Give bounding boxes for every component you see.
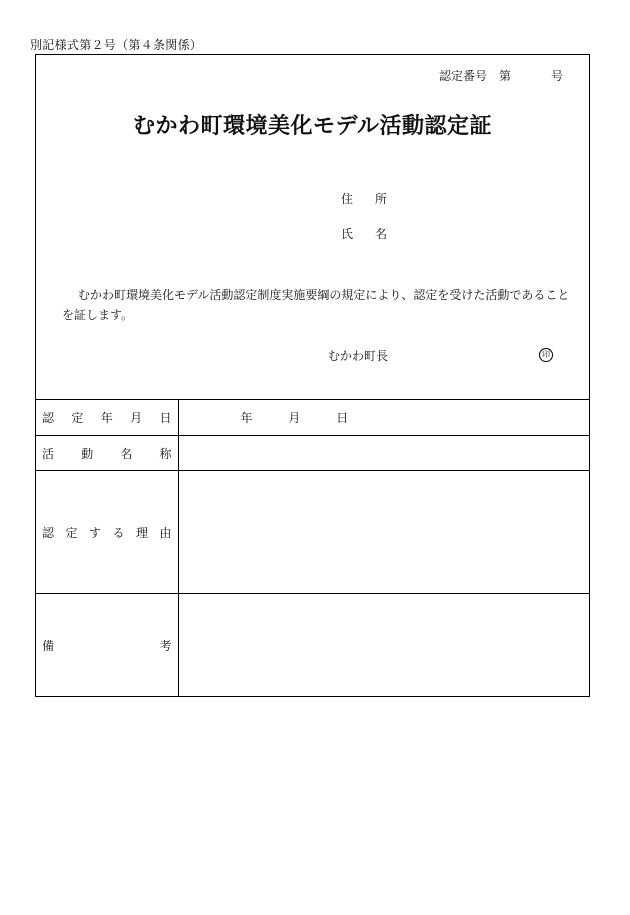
spread-label xyxy=(42,445,172,462)
label-char: 由 xyxy=(159,525,172,540)
cert-number-dai: 第 xyxy=(498,69,511,83)
label-char: 動 xyxy=(81,446,94,461)
label-char: す xyxy=(88,525,101,540)
label-char: 考 xyxy=(159,638,172,653)
month-label: 月 xyxy=(288,411,301,425)
label-char: 認 xyxy=(42,525,55,540)
spread-label xyxy=(42,524,172,541)
name-label: 氏名 xyxy=(341,227,410,241)
label-char: 備 xyxy=(42,638,55,653)
label-char: 名 xyxy=(120,446,133,461)
cert-number-go: 号 xyxy=(550,69,563,83)
value-activity-name[interactable] xyxy=(178,436,589,471)
form-number-label: 別記様式第２号（第４条関係） xyxy=(30,38,203,52)
row-certification-date xyxy=(36,400,589,436)
certificate-title: むかわ町環境美化モデル活動認定証 xyxy=(133,114,492,139)
certificate-details-table xyxy=(36,399,589,697)
certificate-frame xyxy=(35,54,590,697)
value-remarks[interactable] xyxy=(178,594,589,697)
label-certification-date xyxy=(36,400,178,436)
row-activity-name xyxy=(36,436,589,471)
label-char: る xyxy=(112,525,125,540)
label-certification-reason xyxy=(36,471,178,594)
cert-number-label: 認定番号 xyxy=(438,69,487,83)
spread-label xyxy=(42,409,172,426)
label-char: 認 xyxy=(42,411,55,425)
label-char: 日 xyxy=(159,411,172,425)
day-label: 日 xyxy=(336,411,349,425)
value-certification-date[interactable] xyxy=(178,400,589,436)
label-char: 理 xyxy=(135,525,148,540)
address-label: 住所 xyxy=(341,192,410,206)
label-activity-name xyxy=(36,436,178,471)
label-char: 年 xyxy=(100,411,113,425)
value-certification-reason[interactable] xyxy=(178,471,589,594)
seal-mark: 印 xyxy=(539,348,553,362)
row-remarks xyxy=(36,594,589,697)
spread-label xyxy=(42,637,172,654)
label-char: 称 xyxy=(159,446,172,461)
label-char: 月 xyxy=(130,411,143,425)
issuer-name: むかわ町長 xyxy=(328,349,389,363)
row-certification-reason xyxy=(36,471,589,594)
label-remarks xyxy=(36,594,178,697)
certificate-number xyxy=(439,67,563,84)
year-label: 年 xyxy=(240,411,253,425)
label-char: 活 xyxy=(42,446,55,461)
label-char: 定 xyxy=(71,411,84,425)
label-char: 定 xyxy=(65,525,78,540)
certification-statement: むかわ町環境美化モデル活動認定制度実施要綱の規定により、認定を受けた活動であることを証します。 xyxy=(62,288,570,322)
date-placeholder xyxy=(179,409,590,426)
